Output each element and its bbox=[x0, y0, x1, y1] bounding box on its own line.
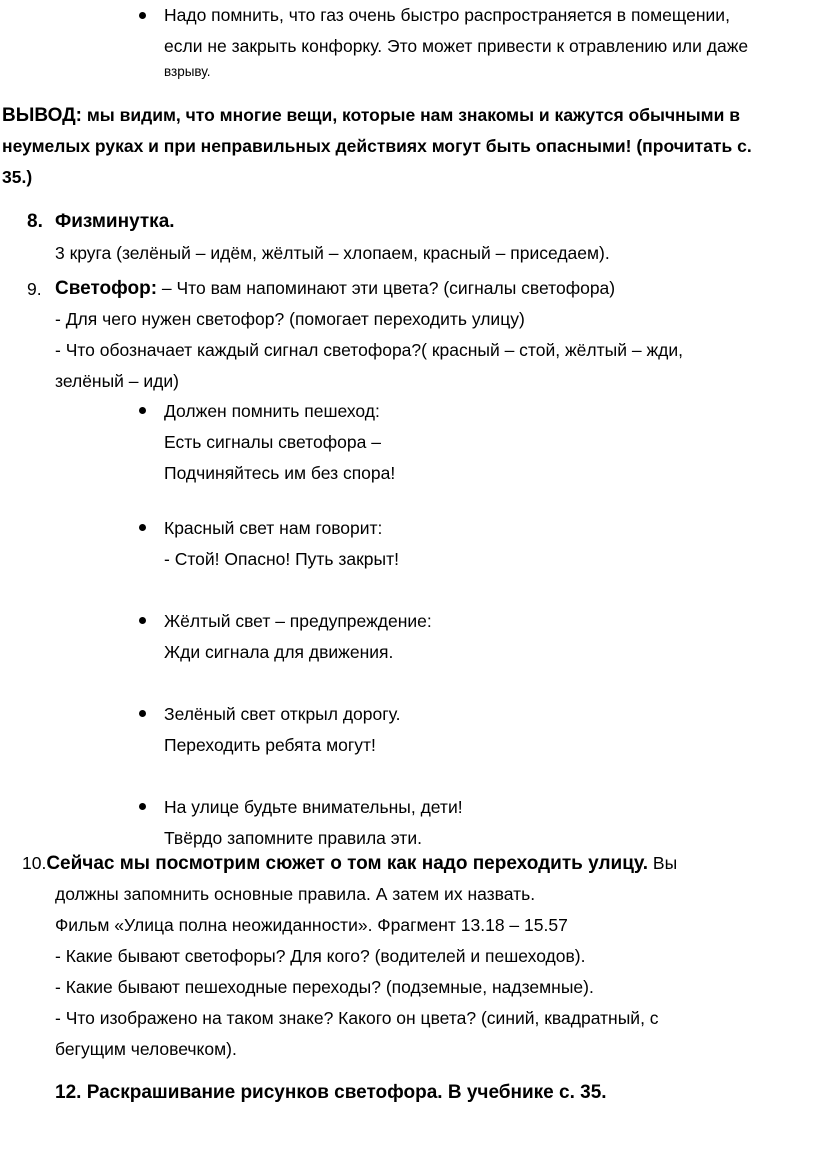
gas-line-3: взрыву. bbox=[164, 64, 211, 79]
section-8-title: Физминутка. bbox=[55, 211, 175, 232]
section-8-number: 8. bbox=[27, 211, 43, 232]
poem-line: На улице будьте внимательны, дети! bbox=[164, 797, 463, 817]
section-10-line-6: - Что изображено на таком знаке? Какого он цвета? (синий, квадратный, с bbox=[55, 1008, 659, 1028]
section-10-line-5: - Какие бывают пешеходные переходы? (подземные, надземные). bbox=[55, 977, 594, 997]
section-8-text: 3 круга (зелёный – идём, жёлтый – хлопаем, красный – приседаем). bbox=[55, 243, 610, 263]
section-9-line-1 bbox=[55, 276, 615, 301]
poem-line: Переходить ребята могут! bbox=[164, 735, 376, 755]
bullet-icon bbox=[139, 407, 146, 414]
bullet-icon bbox=[139, 617, 146, 624]
poem-line: - Стой! Опасно! Путь закрыт! bbox=[164, 549, 399, 569]
poem-line: Твёрдо запомните правила эти. bbox=[164, 828, 422, 848]
section-10-line-7: бегущим человечком). bbox=[55, 1039, 237, 1059]
section-10-line-4: - Какие бывают светофоры? Для кого? (водителей и пешеходов). bbox=[55, 946, 586, 966]
section-9-text-1: – Что вам напоминают эти цвета? (сигналы светофора) bbox=[157, 278, 616, 298]
gas-line-2: если не закрыть конфорку. Это может привести к отравлению или даже bbox=[164, 36, 749, 56]
section-10-line-3: Фильм «Улица полна неожиданности». Фрагмент 13.18 – 15.57 bbox=[55, 915, 568, 935]
poem-line: Подчиняйтесь им без спора! bbox=[164, 463, 396, 483]
section-9-line-3: - Что обозначает каждый сигнал светофора?( красный – стой, жёлтый – жди, bbox=[55, 340, 684, 360]
gas-line-1: Надо помнить, что газ очень быстро распространяется в помещении, bbox=[164, 5, 730, 25]
section-10-line-1 bbox=[22, 851, 677, 876]
conclusion-label: ВЫВОД: bbox=[2, 105, 82, 126]
poem-line: Должен помнить пешеход: bbox=[164, 401, 380, 421]
section-9-line-2: - Для чего нужен светофор? (помогает переходить улицу) bbox=[55, 309, 525, 329]
section-9-title: Светофор: bbox=[55, 278, 158, 299]
section-10-number: 10. bbox=[22, 853, 47, 873]
section-10-line-2: должны запомнить основные правила. А затем их назвать. bbox=[55, 884, 536, 904]
poem-line: Есть сигналы светофора – bbox=[164, 432, 381, 452]
conclusion-line-1 bbox=[2, 103, 740, 128]
poem-line: Зелёный свет открыл дорогу. bbox=[164, 704, 401, 724]
section-9-line-4: зелёный – иди) bbox=[55, 371, 179, 391]
section-10-title: Сейчас мы посмотрим сюжет о том как надо переходить улицу. bbox=[46, 853, 649, 874]
bullet-icon bbox=[139, 524, 146, 531]
section-12-text: 12. Раскрашивание рисунков светофора. В учебнике с. 35. bbox=[55, 1082, 607, 1103]
bullet-icon bbox=[139, 803, 146, 810]
conclusion-line-3: 35.) bbox=[2, 167, 33, 187]
conclusion-text-1: мы видим, что многие вещи, которые нам знакомы и кажутся обычными в bbox=[81, 105, 740, 125]
poem-line: Красный свет нам говорит: bbox=[164, 518, 383, 538]
poem-line: Жёлтый свет – предупреждение: bbox=[164, 611, 432, 631]
bullet-icon bbox=[139, 12, 146, 19]
conclusion-line-2: неумелых руках и при неправильных действиях могут быть опасными! (прочитать с. bbox=[2, 136, 752, 156]
poem-line: Жди сигнала для движения. bbox=[164, 642, 394, 662]
section-10-text-1: Вы bbox=[648, 853, 678, 873]
bullet-icon bbox=[139, 710, 146, 717]
section-9-number: 9. bbox=[27, 279, 42, 299]
